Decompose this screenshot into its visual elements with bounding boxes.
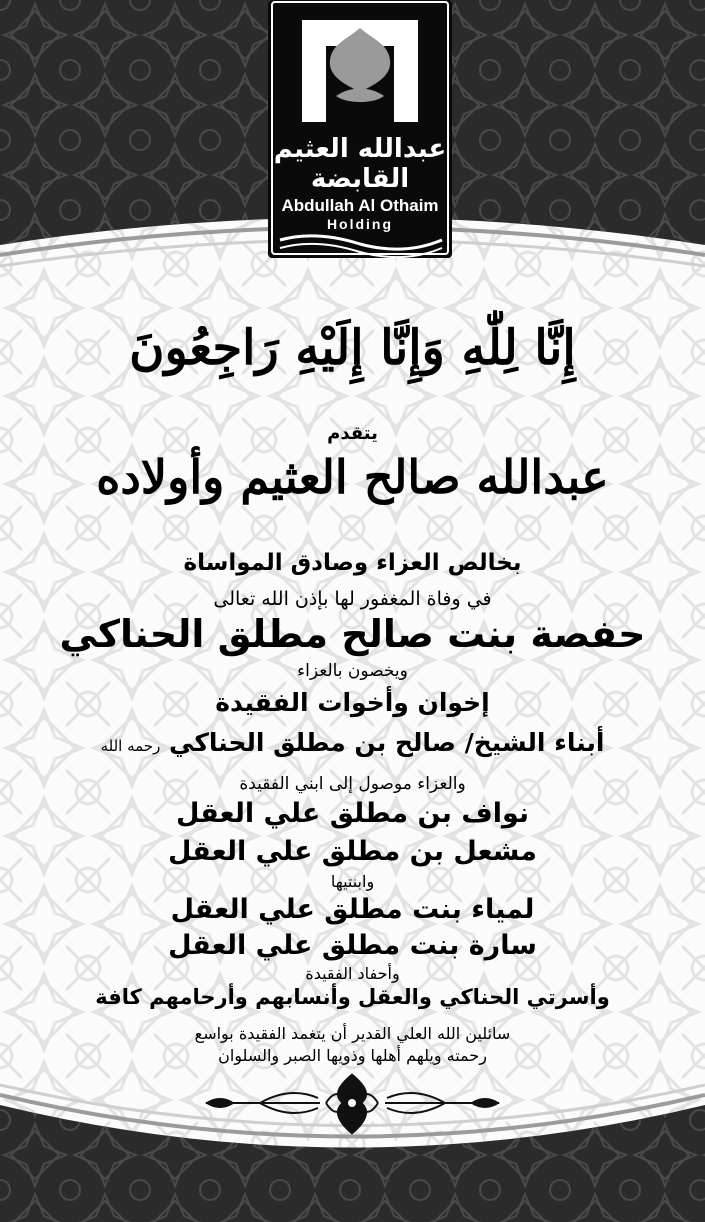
families-line: وأسرتي الحناكي والعقل وأنسابهم وأرحامهم كافة	[95, 985, 610, 1009]
prayer-line: رحمته ويلهم أهلها وذويها الصبر والسلوان	[218, 1046, 487, 1065]
floral-divider-icon	[200, 1068, 505, 1138]
logo-arabic-line1: عبدالله العثيم	[273, 134, 447, 164]
condolence-line: بخالص العزاء وصادق المواساة	[183, 550, 522, 576]
logo-arabic-line2: القابضة	[310, 164, 410, 194]
logo-english-line2: Holding	[326, 216, 394, 232]
daughter-name: لمياء بنت مطلق علي العقل	[170, 894, 535, 925]
daughter-name: سارة بنت مطلق علي العقل	[168, 930, 537, 961]
sons-of-line	[0, 728, 705, 757]
siblings-line: إخوان وأخوات الفقيدة	[215, 688, 490, 717]
daughters-label: وابنتيها	[330, 872, 375, 891]
prayer-line: سائلين الله العلي القدير أن يتغمد الفقيدة بواسع	[194, 1024, 511, 1043]
specifically-label: ويخصون بالعزاء	[297, 661, 408, 681]
sons-of-text: أبناء الشيخ/ صالح بن مطلق الحناكي	[169, 728, 605, 757]
logo-english-line1: Abdullah Al Othaim	[281, 196, 439, 215]
on-passing-line: في وفاة المغفور لها بإذن الله تعالى	[213, 588, 492, 610]
sender-name: عبدالله صالح العثيم وأولاده	[96, 450, 609, 504]
son-name: نواف بن مطلق علي العقل	[175, 798, 530, 829]
grandchildren-label: وأحفاد الفقيدة	[305, 964, 400, 983]
presents-label: يتقدم	[327, 423, 378, 444]
son-name: مشعل بن مطلق علي العقل	[168, 836, 537, 867]
quran-verse: إِنَّا لِلّٰهِ وَإِنَّا إِلَيْهِ رَاجِعُونَ	[129, 320, 576, 376]
extends-to-sons-label: والعزاء موصول إلى ابني الفقيدة	[239, 774, 466, 794]
deceased-name: حفصة بنت صالح مطلق الحناكي	[59, 612, 646, 656]
sons-of-suffix: رحمه الله	[100, 737, 161, 755]
